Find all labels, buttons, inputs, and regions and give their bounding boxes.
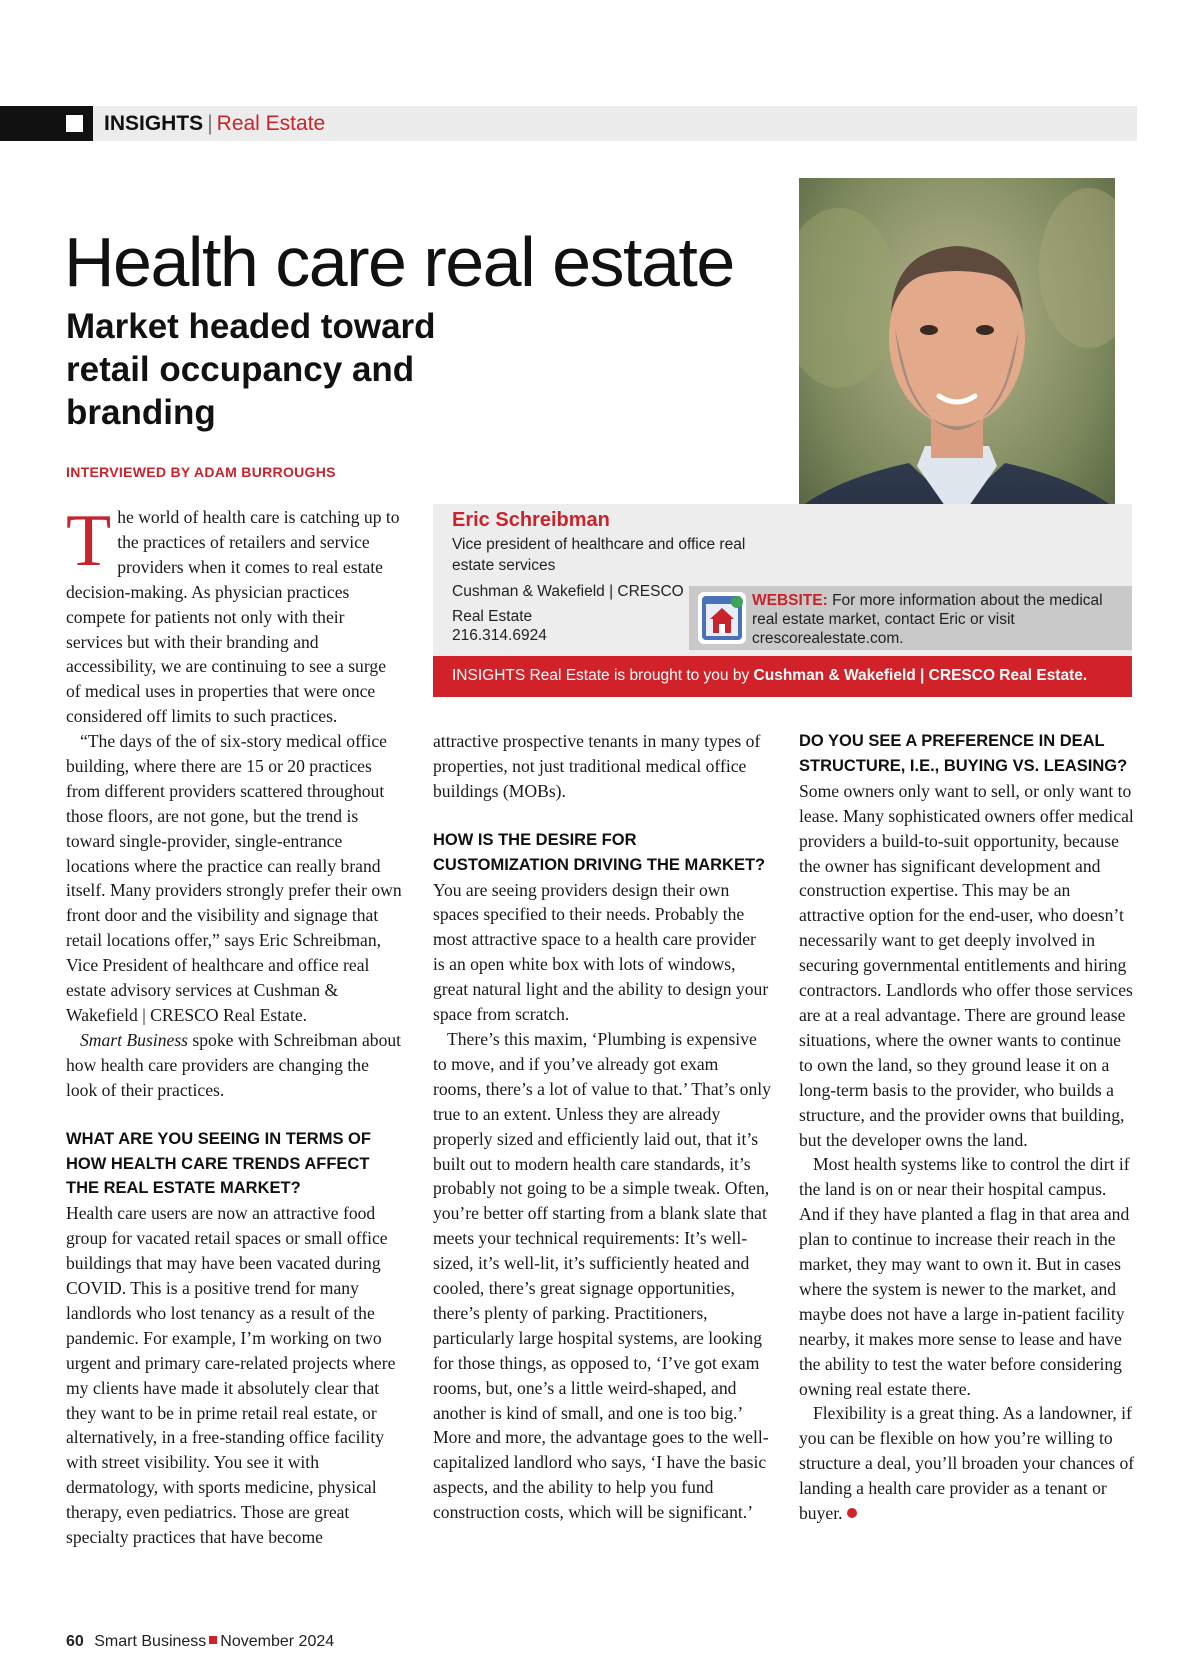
section-label	[104, 112, 325, 136]
question-1-heading: WHAT ARE YOU SEEING IN TERMS OF HOW HEALTH CARE TRENDS AFFECT THE REAL ESTATE MARKET?	[66, 1129, 371, 1198]
answer-2-paragraph-1: You are seeing providers design their own spaces specified to their needs. Probably the most attractive space to a health care provider is an open white box with lots of windows, great natural light and the ability to design your space from scratch.	[433, 879, 769, 1025]
answer-1-paragraph: Health care users are now an attractive food group for vacated retail spaces or small office buildings that may have been vacated during COVID. This is a positive trend for many landlords who lost tenancy as a result of the pandemic. For example, I’m working on two urgent and primary care-related projects where my clients have made it absolutely clear that they want to be in prime retail real estate, or alternatively, in a free-standing office facility with street visibility. You see it with dermatology, with sports medicine, physical therapy, even pediatrics. Those are great specialty practices that have become	[66, 1203, 396, 1548]
house-icon	[698, 592, 746, 644]
footer-publication: Smart Business	[94, 1633, 207, 1650]
answer-3-paragraph-1: Some owners only want to sell, or only want to lease. Many sophisticated owners offer medical providers a build-to-suit opportunity, because the owner has significant development and construction expertise. This may be an attractive option for the end-user, who doesn’t necessarily want to get deeply involved in securing governmental entitlements and hiring contractors. Landlords who offer those services are at a real advantage. There are ground lease situations, where the owner wants to continue to own the land, so they ground lease it on a long-term basis to the provider, who builds a structure, and the provider owns that building, but the developer owns the land.	[799, 780, 1134, 1150]
footer-date: November 2024	[220, 1633, 335, 1650]
website-label: WEBSITE:	[752, 592, 828, 609]
answer-3-paragraph-3-text: Flexibility is a great thing. As a landowner, if you can be flexible on how you’re willing to structure a deal, you’ll broaden your chances of landing a health care provider as a tenant or buyer.	[799, 1403, 1135, 1524]
website-text: For more information about the medical real estate market, contact Eric or visit crescorealestate.com.	[752, 592, 1103, 647]
sponsor-line	[452, 667, 1087, 685]
section-secondary: Real Estate	[216, 112, 326, 135]
answer-3-paragraph-2: Most health systems like to control the dirt if the land is on or near their hospital campus. And if they have planted a flag in that area and plan to continue to increase their reach in the market, they may want to own it. But in cases where the system is newer to the market, and maybe does not have a large in-patient facility nearby, it makes more sense to lease and have the ability to test the water before considering owning real estate there.	[799, 1154, 1130, 1399]
square-icon	[66, 115, 83, 132]
page-footer	[66, 1633, 334, 1651]
red-dot-icon	[847, 1508, 857, 1518]
answer-3-paragraph-3	[799, 1401, 1137, 1526]
article-column-2	[433, 729, 771, 1525]
page-number: 60	[66, 1633, 84, 1650]
byline: INTERVIEWED BY ADAM BURROUGHS	[66, 464, 336, 480]
sponsor-name: Cushman & Wakefield | CRESCO Real Estate.	[753, 667, 1088, 684]
subheadline: Market headed toward retail occupancy and branding	[66, 307, 436, 432]
section-separator: |	[207, 112, 213, 135]
sponsor-prefix: INSIGHTS Real Estate is brought to you by	[452, 667, 750, 684]
headline: Health care real estate	[64, 223, 734, 301]
website-callout	[752, 591, 1127, 648]
section-primary: INSIGHTS	[104, 112, 204, 135]
answer-2-paragraph-2: There’s this maxim, ‘Plumbing is expensive to move, and if you’ve already got exam rooms, there’s a lot of value to that.’ That’s only true to an extent. Unless they are already properly sized and efficiently laid out, that it’s built out to modern health care standards, it’s probably not going to be a simple tweak. Often, you’re better off starting from a blank slate that meets your technical requirements: It’s well-sized, it’s well-lit, it’s sufficiently heated and cooled, there’s great signage opportunities, there’s plenty of parking. Practitioners, particularly large hospital systems, are looking for those things, as opposed to, ‘I’ve got exam rooms, but, one’s a little weird-shaped, and another is kind of small, and one is too big.’ More and more, the advantage goes to the well-capitalized landlord who says, ‘I have the basic aspects, and the ability to help you fund construction costs, which will be significant.’	[433, 1028, 771, 1523]
bio-name: Eric Schreibman	[452, 509, 610, 531]
question-3-heading: DO YOU SEE A PREFERENCE IN DEAL STRUCTURE, I.E., BUYING VS. LEASING?	[799, 732, 1128, 775]
bio-phone: 216.314.6924	[452, 627, 547, 644]
footer-separator-square	[209, 1636, 217, 1644]
bio-title: Vice president of healthcare and office real estate services	[452, 536, 746, 574]
smart-business-paragraph	[66, 1028, 404, 1103]
article-column-1-intro	[66, 500, 404, 729]
article-column-3	[799, 729, 1137, 1526]
quote-paragraph: “The days of the of six-story medical office building, where there are 15 or 20 practices from different providers scattered throughout those floors, are not gone, but the trend is toward single-provider, single-entrance locations where the practice can really brand itself. Many providers strongly prefer their own front door and the visibility and signage that retail locations offer,” says Eric Schreibman, Vice President of healthcare and office real estate advisory services at Cushman & Wakefield | CRESCO Real Estate.	[66, 731, 402, 1025]
publication-italic: Smart Business	[80, 1029, 189, 1050]
intro-paragraph: he world of health care is catching up to the practices of retailers and service providers when it comes to real estate decision-making. As physician practices compete for patients not only with their services but with their branding and accessibility, we are continuing to see a surge of medical uses in properties that were once considered off limits to such practices.	[66, 507, 400, 727]
drop-cap: T	[66, 500, 112, 582]
smart-business-rest: spoke with Schreibman about how health care providers are changing the look of their practices.	[66, 1029, 402, 1100]
bio-company: Cushman & Wakefield | CRESCO Real Estate	[452, 583, 684, 625]
question-2-heading: HOW IS THE DESIRE FOR CUSTOMIZATION DRIVING THE MARKET?	[433, 830, 766, 874]
answer-1-continued: attractive prospective tenants in many types of properties, not just traditional medical office buildings (MOBs).	[433, 731, 761, 801]
article-column-1	[66, 729, 404, 1550]
section-header-bar	[0, 106, 1137, 141]
